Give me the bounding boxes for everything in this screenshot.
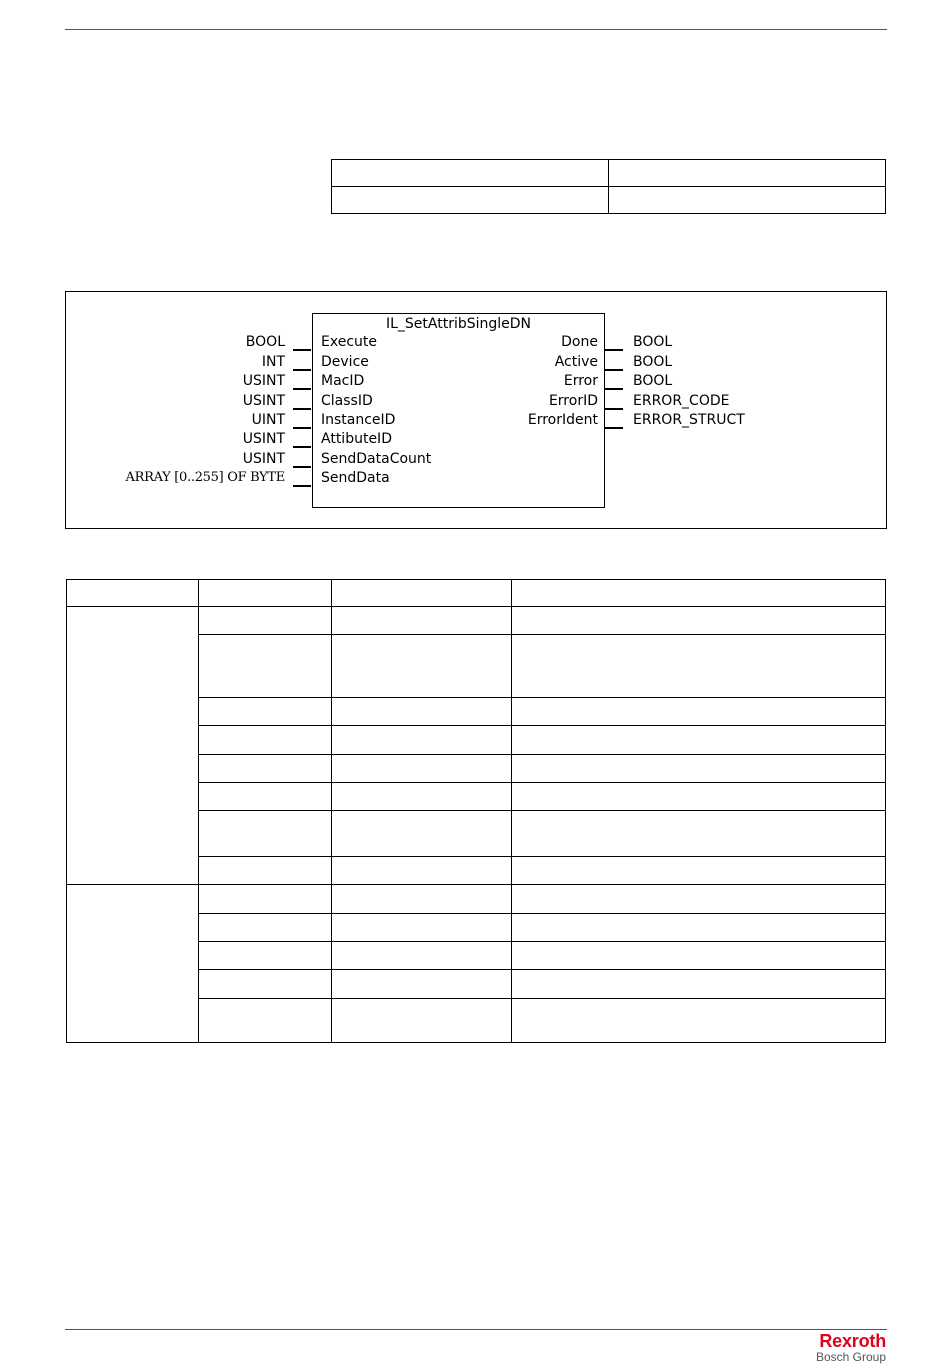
table-cell	[199, 857, 332, 885]
table-cell	[512, 755, 886, 783]
table-row	[67, 885, 886, 914]
output-pin-line	[605, 349, 623, 351]
table-cell	[199, 970, 332, 999]
input-pin-line	[293, 369, 311, 371]
input-name: Device	[321, 354, 369, 370]
table-cell	[512, 942, 886, 970]
table-cell	[332, 885, 512, 914]
table-cell	[332, 755, 512, 783]
input-type: ARRAY [0..255] OF BYTE	[125, 470, 285, 485]
header-info-table	[331, 159, 886, 214]
input-type: USINT	[242, 373, 285, 389]
table-cell	[512, 970, 886, 999]
output-type: ERROR_STRUCT	[633, 412, 745, 428]
table-row	[332, 187, 886, 214]
table-header-cell	[332, 580, 512, 607]
table-cell	[332, 698, 512, 726]
header-rule	[65, 29, 887, 30]
table-cell	[332, 942, 512, 970]
logo-brand: Rexroth	[819, 1331, 886, 1351]
table-header-cell	[512, 580, 886, 607]
input-name: Execute	[321, 334, 377, 350]
table-cell	[332, 607, 512, 635]
input-pin-line	[293, 485, 311, 487]
table-group-cell	[67, 885, 199, 1043]
input-name: MacID	[321, 373, 365, 389]
output-pin-line	[605, 388, 623, 390]
input-name: SendDataCount	[321, 451, 432, 467]
input-type: BOOL	[245, 334, 285, 350]
table-cell	[199, 698, 332, 726]
output-type: BOOL	[633, 334, 673, 350]
table-cell	[512, 783, 886, 811]
table-cell	[199, 635, 332, 698]
output-name: Error	[563, 373, 598, 389]
input-type: USINT	[242, 431, 285, 447]
table-cell	[199, 811, 332, 857]
input-type: USINT	[242, 393, 285, 409]
table-cell	[199, 914, 332, 942]
table-cell	[512, 857, 886, 885]
table-row	[332, 160, 886, 187]
table-cell	[609, 187, 886, 214]
table-cell	[199, 607, 332, 635]
input-pin-line	[293, 446, 311, 448]
output-name: ErrorID	[548, 393, 598, 409]
output-pin-line	[605, 369, 623, 371]
output-name: Done	[561, 334, 598, 350]
table-cell	[512, 726, 886, 755]
table-cell	[199, 726, 332, 755]
table-cell	[512, 999, 886, 1043]
table-cell	[332, 999, 512, 1043]
table-cell	[199, 885, 332, 914]
table-cell	[199, 942, 332, 970]
table-cell	[332, 726, 512, 755]
input-type: USINT	[242, 451, 285, 467]
table-row	[67, 607, 886, 635]
output-type: BOOL	[633, 373, 673, 389]
output-pin-line	[605, 408, 623, 410]
table-header-row	[67, 580, 886, 607]
table-cell	[199, 999, 332, 1043]
table-cell	[332, 914, 512, 942]
table-cell	[609, 160, 886, 187]
table-cell	[512, 811, 886, 857]
input-pin-line	[293, 466, 311, 468]
function-block-name: IL_SetAttribSingleDN	[385, 316, 532, 332]
table-cell	[332, 811, 512, 857]
table-cell	[512, 914, 886, 942]
table-header-cell	[67, 580, 199, 607]
input-pin-line	[293, 408, 311, 410]
footer-rule	[65, 1329, 887, 1330]
input-name: InstanceID	[321, 412, 396, 428]
parameter-table	[66, 579, 886, 1043]
output-name: ErrorIdent	[527, 412, 598, 428]
table-header-cell	[199, 580, 332, 607]
input-type: INT	[261, 354, 285, 370]
table-cell	[512, 885, 886, 914]
rexroth-logo	[800, 1331, 886, 1364]
table-cell	[199, 783, 332, 811]
output-type: BOOL	[633, 354, 673, 370]
table-cell	[332, 857, 512, 885]
input-type: UINT	[251, 412, 285, 428]
logo-group: Bosch Group	[815, 1350, 886, 1364]
table-cell	[332, 970, 512, 999]
output-type: ERROR_CODE	[633, 393, 730, 409]
table-cell	[512, 698, 886, 726]
output-pin-line	[605, 427, 623, 429]
input-pin-line	[293, 349, 311, 351]
input-name: SendData	[321, 470, 390, 486]
output-name: Active	[554, 354, 598, 370]
input-name: ClassID	[321, 393, 373, 409]
input-pin-line	[293, 388, 311, 390]
table-cell	[332, 783, 512, 811]
table-cell	[512, 607, 886, 635]
input-name: AttibuteID	[321, 431, 392, 447]
table-cell	[332, 160, 609, 187]
table-cell	[512, 635, 886, 698]
table-group-cell	[67, 607, 199, 885]
table-cell	[332, 635, 512, 698]
table-cell	[332, 187, 609, 214]
table-cell	[199, 755, 332, 783]
input-pin-line	[293, 427, 311, 429]
